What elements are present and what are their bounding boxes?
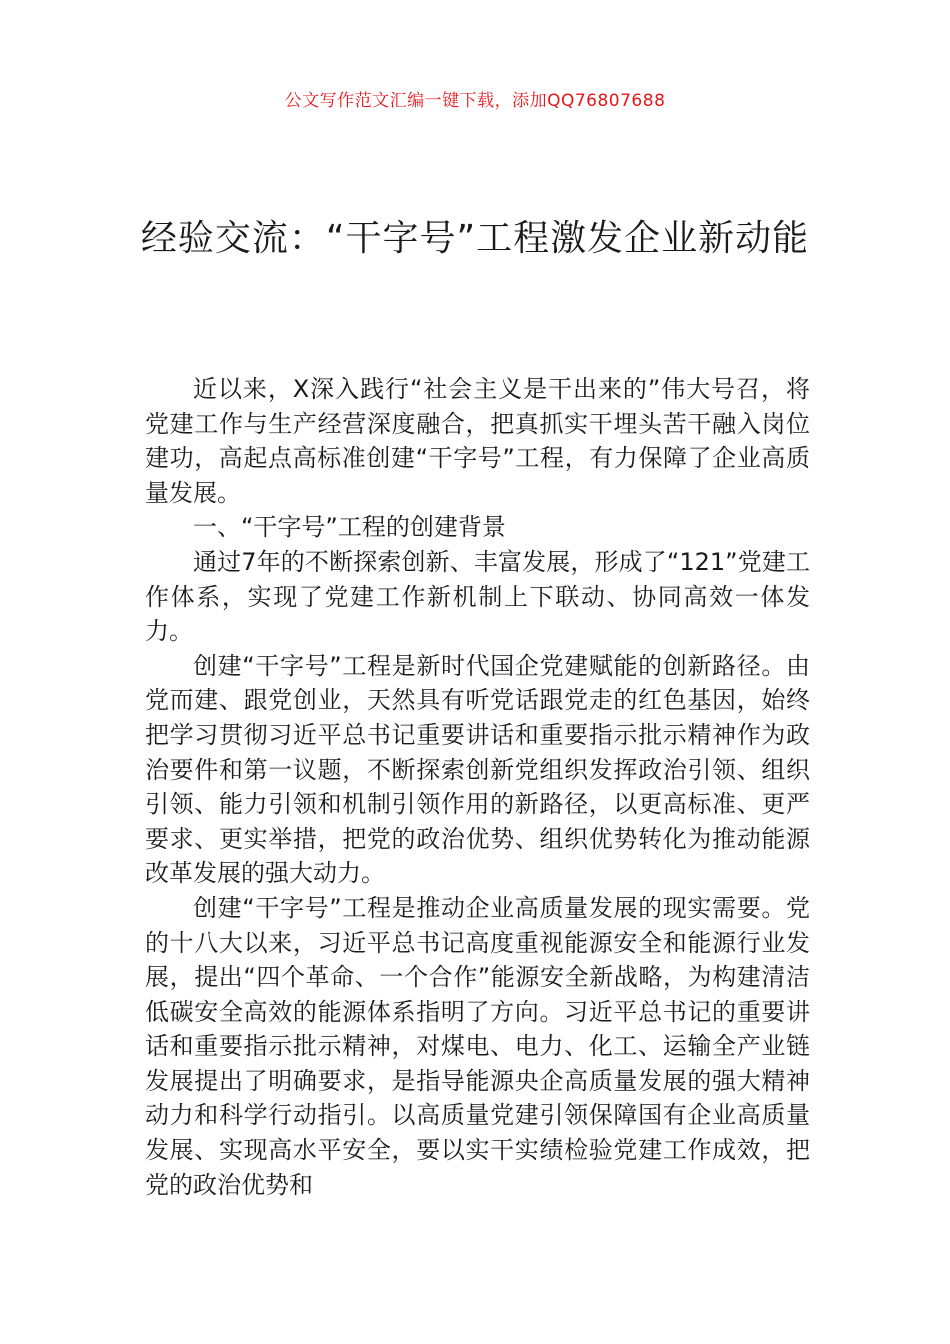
paragraph-background: 通过7年的不断探索创新、丰富发展，形成了“121”党建工作体系，实现了党建工作新机制上下联动、协同高效一体发力。 xyxy=(145,547,810,646)
download-notice: 公文写作范文汇编一键下载，添加QQ76807688 xyxy=(284,91,666,111)
section-heading: 一、“干字号”工程的创建背景 xyxy=(193,513,506,542)
paragraph-practical-need: 创建“干字号”工程是推动企业高质量发展的现实需要。党的十八大以来，习近平总书记高度重视能源安全和能源行业发展，提出“四个革命、一个合作”能源安全新战略，为构建清洁低碳安全高效的能源体系指明了方向。习近平总书记的重要讲话和重要指示批示精神，对煤电、电力、化工、运输全产业链发展提出了明确要求，是指导能源央企高质量发展的强大精神动力和科学行动指引。以高质量党建引领保障国有企业高质量发展、实现高水平安全，要以实干实绩检验党建工作成效，把党的政治优势和 xyxy=(145,893,810,1199)
document-title: 经验交流：“干字号”工程激发企业新动能 xyxy=(140,218,810,259)
document-body xyxy=(145,372,810,1202)
paragraph-innovation-path: 创建“干字号”工程是新时代国企党建赋能的创新路径。由党而建、跟党创业，天然具有听党话跟党走的红色基因，始终把学习贯彻习近平总书记重要讲话和重要指示批示精神作为政治要件和第一议题，不断探索创新党组织发挥政治引领、组织引领、能力引领和机制引领作用的新路径，以更高标准、更严要求、更实举措，把党的政治优势、组织优势转化为推动能源改革发展的强大动力。 xyxy=(145,651,810,888)
paragraph-intro: 近以来，X深入践行“社会主义是干出来的”伟大号召，将党建工作与生产经营深度融合，把真抓实干埋头苦干融入岗位建功，高起点高标准创建“干字号”工程，有力保障了企业高质量发展。 xyxy=(145,375,810,507)
